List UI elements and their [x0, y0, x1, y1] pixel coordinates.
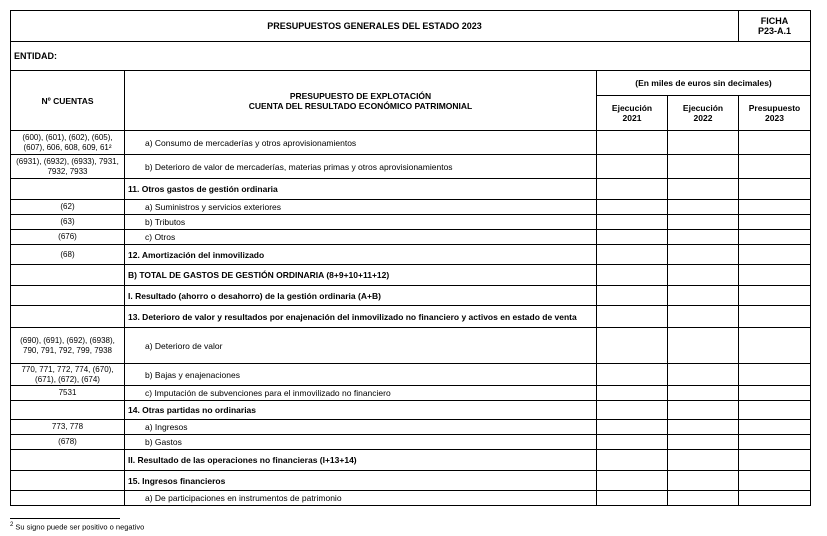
- column-header-ejecucion-2021: [597, 96, 668, 131]
- row-label: b) Deterioro de valor de mercaderías, materias primas y otros aprovisionamientos: [125, 155, 597, 179]
- value-cell: [668, 179, 739, 200]
- value-cell: [668, 450, 739, 471]
- row-label: 12. Amortización del inmovilizado: [125, 245, 597, 265]
- value-cell: [597, 401, 668, 420]
- row-label: 14. Otras partidas no ordinarias: [125, 401, 597, 420]
- value-cell: [668, 328, 739, 364]
- table-row: [11, 155, 811, 179]
- value-cell: [597, 131, 668, 155]
- table-row: [11, 491, 811, 506]
- row-label: c) Otros: [125, 230, 597, 245]
- value-cell: [739, 386, 811, 401]
- table-row: [11, 245, 811, 265]
- table-row: [11, 435, 811, 450]
- value-cell: [739, 131, 811, 155]
- table-row: [11, 471, 811, 491]
- footnote-text: Su signo puede ser positivo o negativo: [13, 522, 145, 532]
- value-cell: [668, 386, 739, 401]
- account-codes: [11, 286, 125, 306]
- column-header-concepto: [125, 71, 597, 131]
- ficha-number: P23-A.1: [757, 26, 792, 36]
- concepto-title-line1: PRESUPUESTO DE EXPLOTACIÓN: [289, 90, 432, 101]
- value-cell: [668, 306, 739, 328]
- table-row: [11, 306, 811, 328]
- concepto-title-line2: CUENTA DEL RESULTADO ECONÓMICO PATRIMONIAL: [248, 100, 473, 111]
- value-cell: [739, 328, 811, 364]
- row-label: a) Ingresos: [125, 420, 597, 435]
- value-cell: [597, 245, 668, 265]
- account-codes: [11, 179, 125, 200]
- value-cell: [739, 306, 811, 328]
- account-codes: (676): [11, 230, 125, 245]
- table-row: [11, 450, 811, 471]
- value-cell: [739, 435, 811, 450]
- table-row: [11, 200, 811, 215]
- column-header-row-1: [11, 71, 811, 96]
- value-cell: [739, 401, 811, 420]
- table-row: [11, 328, 811, 364]
- value-cell: [739, 155, 811, 179]
- row-label: a) Deterioro de valor: [125, 328, 597, 364]
- value-cell: [739, 215, 811, 230]
- row-label: I. Resultado (ahorro o desahorro) de la gestión ordinaria (A+B): [125, 286, 597, 306]
- ficha-code: [739, 11, 811, 42]
- value-cell: [739, 286, 811, 306]
- value-cell: [597, 286, 668, 306]
- value-cell: [739, 245, 811, 265]
- table-row: [11, 286, 811, 306]
- footnote-divider: [10, 518, 120, 519]
- value-cell: [739, 265, 811, 286]
- document-title: PRESUPUESTOS GENERALES DEL ESTADO 2023: [11, 11, 739, 42]
- value-cell: [668, 491, 739, 506]
- units-header: (En miles de euros sin decimales): [597, 71, 811, 96]
- value-cell: [668, 230, 739, 245]
- account-codes: [11, 450, 125, 471]
- table-row: [11, 215, 811, 230]
- col1-line1: Ejecución: [611, 103, 653, 113]
- account-codes: [11, 491, 125, 506]
- value-cell: [668, 155, 739, 179]
- row-label: 11. Otros gastos de gestión ordinaria: [125, 179, 597, 200]
- account-codes: [11, 401, 125, 420]
- value-cell: [597, 328, 668, 364]
- account-codes: (690), (691), (692), (6938), 790, 791, 792, 799, 7938: [11, 328, 125, 364]
- row-label: b) Gastos: [125, 435, 597, 450]
- budget-table: [10, 10, 811, 506]
- table-row: [11, 230, 811, 245]
- value-cell: [597, 471, 668, 491]
- ficha-label: FICHA: [760, 16, 789, 26]
- value-cell: [739, 471, 811, 491]
- account-codes: (68): [11, 245, 125, 265]
- value-cell: [739, 491, 811, 506]
- entidad-label: ENTIDAD:: [11, 42, 811, 71]
- footnote: [10, 522, 144, 532]
- footnote-mark: 2: [10, 522, 14, 528]
- value-cell: [597, 386, 668, 401]
- value-cell: [597, 179, 668, 200]
- table-row: [11, 401, 811, 420]
- entidad-row: [11, 42, 811, 71]
- value-cell: [668, 471, 739, 491]
- account-codes: 773, 778: [11, 420, 125, 435]
- value-cell: [668, 245, 739, 265]
- row-label: 15. Ingresos financieros: [125, 471, 597, 491]
- row-label: c) Imputación de subvenciones para el inmovilizado no financiero: [125, 386, 597, 401]
- value-cell: [739, 200, 811, 215]
- value-cell: [597, 306, 668, 328]
- table-row: [11, 179, 811, 200]
- value-cell: [597, 420, 668, 435]
- table-row: [11, 131, 811, 155]
- value-cell: [668, 364, 739, 386]
- col2-line1: Ejecución: [682, 103, 724, 113]
- column-header-ejecucion-2022: [668, 96, 739, 131]
- account-codes: (62): [11, 200, 125, 215]
- value-cell: [739, 230, 811, 245]
- title-row: [11, 11, 811, 42]
- value-cell: [597, 364, 668, 386]
- row-label: a) De participaciones en instrumentos de patrimonio: [125, 491, 597, 506]
- value-cell: [739, 450, 811, 471]
- row-label: b) Bajas y enajenaciones: [125, 364, 597, 386]
- row-label: a) Consumo de mercaderías y otros aprovisionamientos: [125, 131, 597, 155]
- account-codes: (63): [11, 215, 125, 230]
- account-codes: 770, 771, 772, 774, (670), (671), (672), (674): [11, 364, 125, 386]
- value-cell: [668, 215, 739, 230]
- row-label: B) TOTAL DE GASTOS DE GESTIÓN ORDINARIA (8+9+10+11+12): [125, 265, 597, 286]
- account-codes: [11, 265, 125, 286]
- col3-line2: 2023: [765, 113, 784, 123]
- account-codes: 7531: [11, 386, 125, 401]
- value-cell: [668, 200, 739, 215]
- table-row: [11, 386, 811, 401]
- value-cell: [597, 200, 668, 215]
- col1-line2: 2021: [622, 113, 642, 123]
- value-cell: [668, 265, 739, 286]
- account-codes: (678): [11, 435, 125, 450]
- account-codes: (600), (601), (602), (605), (607), 606, 608, 609, 61²: [11, 131, 125, 155]
- value-cell: [668, 420, 739, 435]
- row-label: b) Tributos: [125, 215, 597, 230]
- value-cell: [597, 265, 668, 286]
- table-row: [11, 364, 811, 386]
- row-label: a) Suministros y servicios exteriores: [125, 200, 597, 215]
- value-cell: [597, 491, 668, 506]
- value-cell: [668, 401, 739, 420]
- value-cell: [597, 215, 668, 230]
- value-cell: [739, 420, 811, 435]
- col2-line2: 2022: [693, 113, 713, 123]
- account-codes: (6931), (6932), (6933), 7931, 7932, 7933: [11, 155, 125, 179]
- value-cell: [668, 286, 739, 306]
- row-label: II. Resultado de las operaciones no financieras (I+13+14): [125, 450, 597, 471]
- row-label: 13. Deterioro de valor y resultados por enajenación del inmovilizado no financiero y activos en estado de venta: [125, 306, 597, 328]
- value-cell: [668, 435, 739, 450]
- value-cell: [739, 364, 811, 386]
- value-cell: [739, 179, 811, 200]
- value-cell: [597, 230, 668, 245]
- table-row: [11, 420, 811, 435]
- value-cell: [597, 435, 668, 450]
- column-header-cuentas: Nº CUENTAS: [11, 71, 125, 131]
- value-cell: [668, 131, 739, 155]
- col3-line1: Presupuesto: [748, 103, 801, 113]
- account-codes: [11, 471, 125, 491]
- value-cell: [597, 450, 668, 471]
- value-cell: [597, 155, 668, 179]
- table-row: [11, 265, 811, 286]
- column-header-presupuesto-2023: [739, 96, 811, 131]
- account-codes: [11, 306, 125, 328]
